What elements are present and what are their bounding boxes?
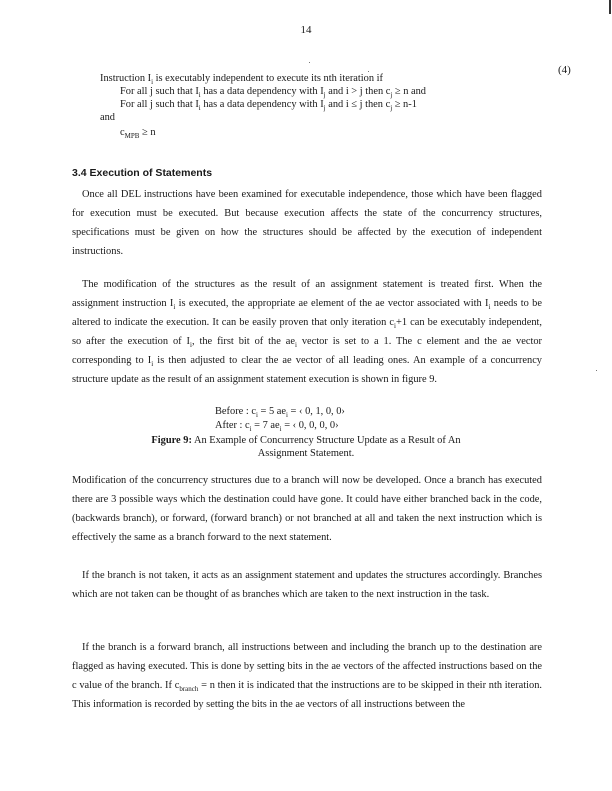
paragraph-2: The modification of the structures as the result of an assignment statement is treated first. When the assignment instruction $I_i$ is executed, the appropriate ae element of the ae vector associated with $I_i$ needs to be altered to indicate the execution. It can be easily proven that only iteration $c_i+1$ can be executably independent, so after the execution of $I_i$, the first bit of the $ae_i$ vector is set to a 1. The c element and the ae vector corresponding to $I_i$ is then adjusted to clear the ae vector of all leading ones. An example of a concurrency structure update as the result of an assignment statement execution is shown in figure 9. [72, 279, 543, 385]
page-edge-mark [609, 0, 611, 14]
definition-intro: Instruction $I_i$ is executably independent to execute its nth iteration if [100, 73, 383, 86]
figure-before-equation: Before : $c_i = 5$ $ae_i$ = ‹ 0, 1, 0, 0› [215, 406, 345, 419]
paragraph-3: Modification of the concurrency structures due to a branch will now be developed. Once a branch has executed there are 3 possible ways which the destination could have gone. It could have either branched back in the code, (backwards branch), or forward, (forward branch) or not branched at all and taken the next instruction which is effectively the same as a branch forward to the next statement. [72, 475, 542, 543]
figure-after-equation: After : $c_i = 7$ $ae_i$ = ‹ 0, 0, 0, 0› [215, 420, 339, 433]
definition-and: and [100, 112, 116, 123]
figure-9 [0, 405, 612, 460]
paragraph-5: If the branch is a forward branch, all instructions between and including the branch up to the destination are flagged as having executed. This is done by setting bits in the ae vectors of the affected instructions based on the c value of the branch. If $c_{branch} = n$ then it is indicated that the instructions are to be skipped in their nth iteration. This information is recorded by setting the bits in the ae vectors of all instructions between the [72, 642, 543, 710]
paragraph-4: If the branch is not taken, it acts as an assignment statement and updates the structures accordingly. Branches which are not taken can be thought of as branches which are taken to the next instruction in the task. [72, 570, 542, 600]
equation-number: (4) [558, 64, 571, 76]
definition-cmpb-condition: $c_{MPB} \ge n$ [120, 127, 156, 140]
definition-condition-2: For all j such that $I_i$ has a data dependency with $I_j$ and i ≤ j then $c_j \ge n-1$ [120, 99, 417, 112]
page-number: 14 [300, 24, 312, 36]
scan-speck [368, 71, 369, 72]
scan-speck [596, 370, 597, 371]
scan-speck [309, 62, 310, 63]
executable-independence-definition [100, 72, 426, 139]
section-heading: 3.4 Execution of Statements [72, 167, 213, 179]
figure-caption: Figure 9: An Example of Concurrency Structure Update as a Result of An Assignment Statement. [151, 435, 461, 459]
paragraph-1: Once all DEL instructions have been examined for executable independence, those which have been flagged for execution must be executed. But because execution affects the state of the concurrency structures, specifications must be given on how the structures should be affected by the execution of independent instructions. [72, 189, 542, 257]
definition-condition-1: For all j such that $I_i$ has a data dependency with $I_j$ and i > j then $c_j \ge n$ and [120, 86, 427, 99]
